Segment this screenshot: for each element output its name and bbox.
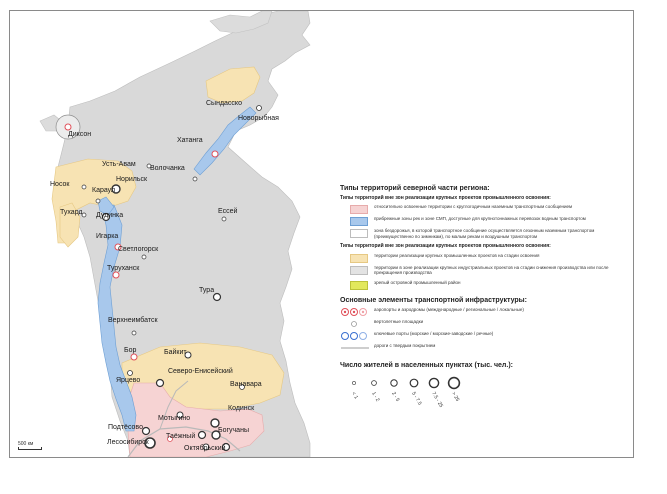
legend-row xyxy=(340,265,630,279)
city-label-baikit: Байкит xyxy=(164,349,187,356)
legend-text: вертолетные площадки xyxy=(374,319,424,325)
map-frame xyxy=(9,10,634,458)
city-label-khatanga: Хатанга xyxy=(177,137,203,144)
city-label-turukhansk: Туруханск xyxy=(107,265,140,272)
legend-section1-title: Типы территорий вне зон реализации крупных проектов промышленного освоения: xyxy=(340,194,551,201)
legend-swatch xyxy=(350,254,368,263)
legend-row xyxy=(340,319,630,330)
settlement-marker xyxy=(214,294,221,301)
city-label-ust-avam: Усть-Авам xyxy=(102,161,136,168)
legend-swatch xyxy=(350,281,368,290)
legend-text: прибрежные зоны рек и зоне СМП, доступные для крупнотоннажных перевозок водным транспортом xyxy=(374,216,586,222)
settlement-marker xyxy=(222,217,226,221)
legend-text: территории в зоне реализации крупных индустриальных проектов на стадии снижения производства или после прекращения производства xyxy=(374,264,609,276)
settlement-marker xyxy=(257,106,262,111)
settlement-marker xyxy=(82,213,86,217)
settlement-marker xyxy=(132,331,136,335)
city-label-severo-eniseysky: Северо-Енисейский xyxy=(168,368,233,375)
settlement-marker xyxy=(193,177,197,181)
settlement-marker xyxy=(96,199,100,203)
city-label-svetlogorsk: Светлогорск xyxy=(118,246,159,253)
city-label-dikson: Диксон xyxy=(68,131,92,138)
city-label-dudinka: Дудинка xyxy=(96,212,124,219)
legend-swatch xyxy=(350,205,368,214)
city-label-novorybnaya: Новорыбная xyxy=(238,115,279,122)
pop-circle-4 xyxy=(410,379,418,387)
legend-row xyxy=(340,253,630,264)
scale-label: 500 км xyxy=(18,441,34,447)
legend-row xyxy=(340,343,630,354)
city-label-oktyabrsky: Октябрьский xyxy=(184,445,226,452)
city-label-bor: Бор xyxy=(124,347,137,354)
settlement-marker xyxy=(157,380,164,387)
legend-section2-title: Типы территорий вне зон реализации крупных проектов промышленного освоения: xyxy=(340,243,551,250)
city-label-yartsevo: Ярцево xyxy=(116,377,141,384)
legend-row xyxy=(340,280,630,291)
settlement-marker xyxy=(128,371,133,376)
city-label-vanavara: Ванавара xyxy=(230,381,262,388)
legend-title: Типы территорий северной части региона: xyxy=(340,185,490,192)
airport-icon xyxy=(340,307,370,317)
legend-population-title: Число жителей в населенных пунктах (тыс. чел.): xyxy=(340,362,513,370)
pop-circle-1 xyxy=(352,381,355,384)
scale-bar xyxy=(18,447,42,450)
heliport-icon xyxy=(340,319,370,329)
legend-text: зрелый островной промышленный район xyxy=(374,279,461,285)
pop-label: 7.5 - 25 xyxy=(430,391,444,409)
city-label-nosok: Носок xyxy=(50,181,70,188)
pop-circle-5 xyxy=(429,378,438,387)
population-scale xyxy=(348,373,488,413)
city-label-norilsk: Норильск xyxy=(116,176,148,183)
pop-circle-2 xyxy=(372,381,377,386)
legend-row xyxy=(340,331,630,342)
legend-infra-title: Основные элементы транспортной инфраструктуры: xyxy=(340,296,527,304)
settlement-marker xyxy=(113,272,119,278)
city-label-boguchany: Богучаны xyxy=(218,427,249,434)
settlement-marker xyxy=(65,124,71,130)
city-label-kodinsk: Кодинск xyxy=(228,405,255,412)
city-label-essey: Ессей xyxy=(218,208,238,215)
pop-label: 1 - 2 xyxy=(370,391,381,403)
city-label-lesosibirsk: Лесосибирск xyxy=(107,439,149,446)
settlement-marker xyxy=(82,185,86,189)
legend-text: относительно освоенные территории с круглогодичным наземным транспортным сообщением xyxy=(374,204,573,210)
legend-text: аэропорты и аэродромы (международные / региональные / локальные) xyxy=(374,307,524,313)
map-legend xyxy=(340,185,630,413)
pop-label: 2 - 5 xyxy=(390,391,401,403)
city-label-syndassko: Сындасско xyxy=(206,100,242,107)
road-line-icon xyxy=(340,343,370,353)
legend-text: территории реализации крупных промышленных проектов на стадии освоения xyxy=(374,252,540,258)
pop-label: > 25 xyxy=(450,391,461,403)
settlement-marker xyxy=(131,354,137,360)
legend-swatch xyxy=(350,217,368,226)
city-label-karaul: Караул xyxy=(92,187,116,194)
settlement-marker xyxy=(211,419,219,427)
settlement-marker xyxy=(143,428,150,435)
city-label-taezhny: Таёжный xyxy=(166,433,196,440)
city-label-podtesovo: Подтёсово xyxy=(108,424,143,431)
city-label-volochanka: Волочанка xyxy=(150,165,185,172)
city-label-tukhard: Тухард xyxy=(60,209,83,216)
legend-swatch xyxy=(350,266,368,275)
legend-text: зона бездорожья, в которой транспортное сообщение осуществляется сезонным наземным транспортом (преимущественно по зимникам), по малым рекам и воздушным транспортом xyxy=(374,228,595,239)
city-label-igarka: Игарка xyxy=(96,233,119,240)
port-icon xyxy=(340,331,370,341)
legend-row xyxy=(340,228,630,242)
legend-swatch xyxy=(350,229,368,238)
settlement-marker xyxy=(142,255,146,259)
legend-row xyxy=(340,204,630,215)
city-label-motygino: Мотыгино xyxy=(158,415,191,422)
city-label-tura: Тура xyxy=(199,287,215,294)
pop-label: 5 - 7.5 xyxy=(410,391,423,407)
settlement-marker xyxy=(199,432,206,439)
pop-circle-3 xyxy=(391,380,397,386)
legend-text: ключевые порты (морские / морские-заводские / речные) xyxy=(374,331,494,337)
legend-row xyxy=(340,307,630,318)
settlement-marker xyxy=(212,151,218,157)
legend-row xyxy=(340,216,630,227)
pop-circle-6 xyxy=(449,378,460,389)
legend-text: дороги с твердым покрытием xyxy=(374,343,436,349)
pop-label: < 1 xyxy=(350,391,360,401)
city-label-verkhneimbatsk: Верхнеимбатск xyxy=(108,317,158,324)
